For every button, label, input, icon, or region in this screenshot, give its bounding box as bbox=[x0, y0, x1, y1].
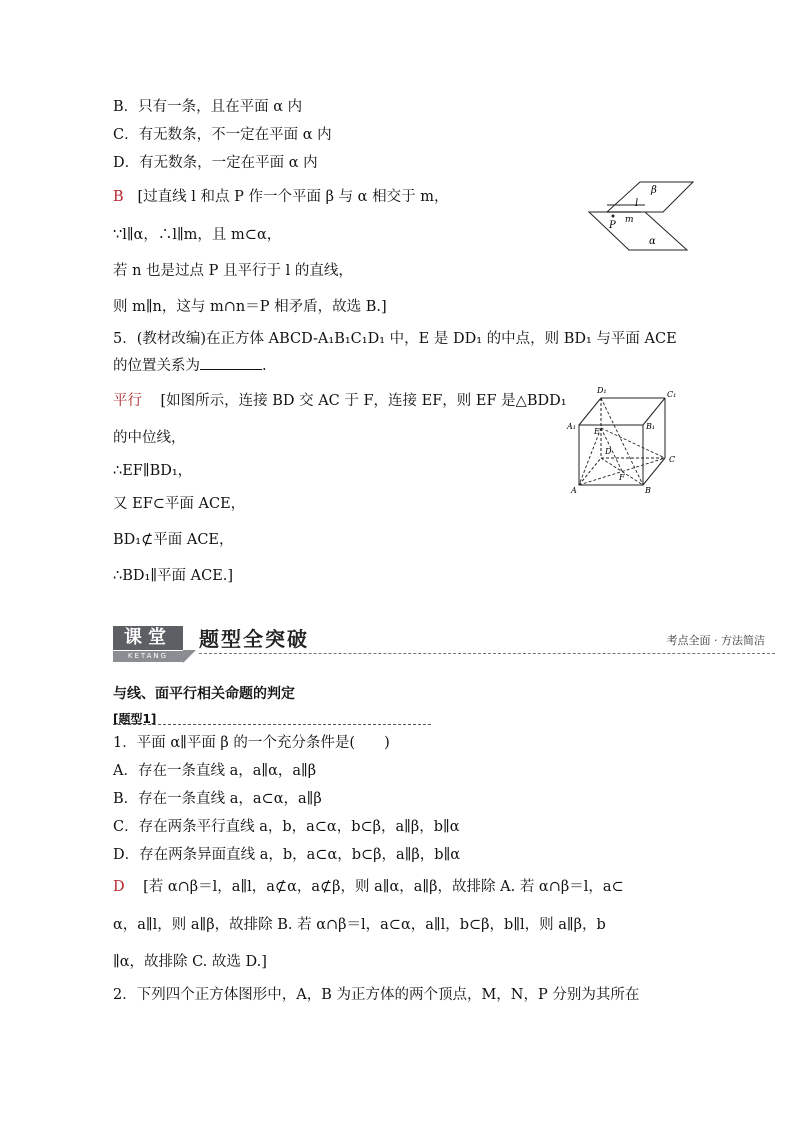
planes-figure bbox=[585, 178, 695, 254]
a1-label: A₁ bbox=[567, 422, 576, 431]
m-label: m bbox=[625, 215, 634, 225]
beta-label: β bbox=[651, 185, 657, 196]
alpha-label: α bbox=[649, 236, 656, 247]
tag-divider bbox=[113, 724, 431, 725]
answer-blank bbox=[200, 357, 262, 370]
d1-label: D₁ bbox=[597, 386, 607, 395]
question-1-option-d: D．存在两条异面直线 a，b，a⊂α，b⊂β，a∥β，b∥α bbox=[113, 847, 461, 863]
option-d: D．有无数条，一定在平面 α 内 bbox=[113, 155, 318, 171]
question-5-line-2 bbox=[113, 356, 267, 376]
answer-1-line-3: 若 n 也是过点 P 且平行于 l 的直线， bbox=[113, 263, 353, 279]
answer-letter: B bbox=[113, 189, 124, 205]
answer-word: 平行 bbox=[113, 393, 142, 409]
question-1-option-b: B．存在一条直线 a，a⊂α，a∥β bbox=[113, 791, 322, 807]
e-label: E bbox=[594, 427, 600, 436]
question-1-answer-line-2: α，a∥l，则 a∥β，故排除 B. 若 α∩β＝l，a⊂α，a∥l，b⊂β，b∥l，则 a∥β，b bbox=[113, 917, 606, 933]
question-5-line-1: 5．(教材改编)在正方体 ABCD-A₁B₁C₁D₁ 中，E 是 DD₁ 的中点，则 BD₁ 与平面 ACE bbox=[113, 331, 677, 347]
question-type-tag: [题型1] bbox=[113, 712, 157, 726]
p-label: P bbox=[609, 220, 616, 231]
answer-1-line-4: 则 m∥n，这与 m∩n＝P 相矛盾，故选 B.] bbox=[113, 299, 387, 315]
answer-1-line-1 bbox=[113, 187, 448, 207]
answer-text: [过直线 l 和点 P 作一个平面 β 与 α 相交于 m， bbox=[137, 189, 449, 205]
question-1-option-a: A．存在一条直线 a，a∥α，a∥β bbox=[113, 763, 317, 779]
banner-triangle bbox=[183, 650, 196, 663]
option-c: C．有无数条，不一定在平面 α 内 bbox=[113, 127, 332, 143]
f-label: F bbox=[619, 473, 625, 482]
c-label: C bbox=[669, 455, 676, 464]
c1-label: C₁ bbox=[667, 390, 677, 399]
question-5-text: 的位置关系为 bbox=[113, 358, 200, 374]
section-heading: 与线、面平行相关命题的判定 bbox=[113, 686, 295, 702]
answer-letter: D bbox=[113, 879, 125, 895]
question-1-stem: 1．平面 α∥平面 β 的一个充分条件是( ) bbox=[113, 735, 390, 751]
answer-5-line-3: ∴EF∥BD₁， bbox=[113, 463, 193, 479]
section-banner bbox=[113, 626, 775, 664]
question-5-period: . bbox=[262, 358, 267, 374]
b-label: B bbox=[645, 486, 651, 495]
banner-tagline: 考点全面 · 方法简洁 bbox=[666, 634, 765, 647]
answer-5-line-4: 又 EF⊂平面 ACE， bbox=[113, 496, 246, 512]
option-b: B．只有一条，且在平面 α 内 bbox=[113, 99, 303, 115]
answer-1-line-2: ∵l∥α，∴l∥m，且 m⊂α， bbox=[113, 227, 282, 243]
question-1-answer-line-1 bbox=[113, 877, 624, 897]
answer-5-line-2: 的中位线， bbox=[113, 430, 186, 446]
banner-rule bbox=[199, 653, 775, 654]
answer-text: [若 α∩β＝l，a∥l，a⊄α，a⊄β，则 a∥α，a∥β，故排除 A. 若 α∩β＝l，a⊂ bbox=[143, 879, 624, 895]
banner-title: 题型全突破 bbox=[199, 627, 309, 651]
cube-figure bbox=[565, 383, 685, 498]
answer-5-line-6: ∴BD₁∥平面 ACE.] bbox=[113, 568, 234, 584]
answer-5-line-1 bbox=[113, 391, 567, 411]
banner-block: 课堂 bbox=[113, 626, 183, 650]
answer-5-line-5: BD₁⊄平面 ACE， bbox=[113, 532, 234, 548]
question-1-option-c: C．存在两条平行直线 a，b，a⊂α，b⊂β，a∥β，b∥α bbox=[113, 819, 460, 835]
banner-sub: KETANG bbox=[113, 651, 183, 662]
a-label: A bbox=[571, 486, 577, 495]
question-1-answer-line-3: ∥α，故排除 C. 故选 D.] bbox=[113, 954, 267, 970]
l-label: l bbox=[635, 198, 639, 209]
d-label: D bbox=[605, 447, 612, 456]
question-2-stem: 2．下列四个正方体图形中，A，B 为正方体的两个顶点，M，N，P 分别为其所在 bbox=[113, 987, 640, 1003]
answer-5-text: [如图所示，连接 BD 交 AC 于 F，连接 EF，则 EF 是△BDD₁ bbox=[160, 393, 567, 409]
b1-label: B₁ bbox=[646, 422, 656, 431]
